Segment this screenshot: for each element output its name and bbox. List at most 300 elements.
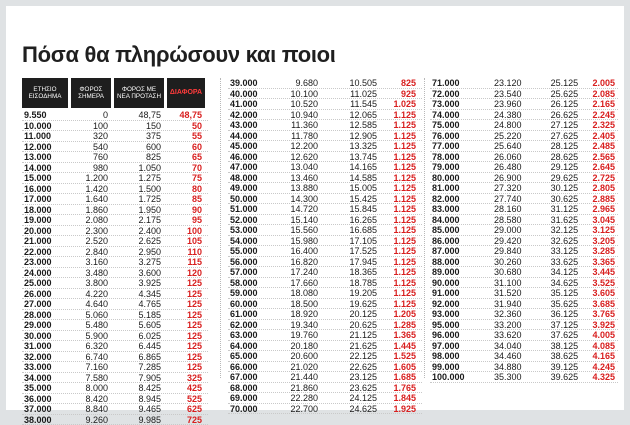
- cell-tax-now: 28.160: [475, 204, 525, 214]
- cell-diff: 3.285: [584, 246, 618, 256]
- cell-tax-now: 35.300: [475, 372, 525, 382]
- cell-income: 34.000: [22, 373, 68, 383]
- cell-tax-new: 32.125: [528, 225, 582, 235]
- table-row: [228, 99, 422, 110]
- cell-diff: 625: [167, 404, 205, 414]
- cell-diff: 50: [167, 121, 205, 131]
- table-row: [22, 383, 208, 394]
- cell-tax-new: 21.625: [324, 341, 380, 351]
- cell-tax-new: 23.125: [324, 372, 380, 382]
- cell-tax-now: 34.460: [475, 351, 525, 361]
- cell-tax-new: 2.950: [114, 247, 164, 257]
- cell-diff: 1.125: [383, 257, 419, 267]
- cell-tax-new: 28.125: [528, 141, 582, 151]
- cell-tax-now: 540: [71, 142, 111, 152]
- cell-tax-now: 24.380: [475, 110, 525, 120]
- cell-income: 60.000: [228, 299, 272, 309]
- cell-income: 61.000: [228, 309, 272, 319]
- cell-tax-now: 21.860: [275, 383, 321, 393]
- cell-tax-now: 31.940: [475, 299, 525, 309]
- cell-diff: 1.125: [383, 141, 419, 151]
- table-row: [430, 320, 618, 331]
- cell-tax-now: 15.980: [275, 236, 321, 246]
- cell-diff: 2.405: [584, 131, 618, 141]
- table-row: [22, 352, 208, 363]
- cell-income: 20.000: [22, 226, 68, 236]
- cell-tax-new: 29.625: [528, 173, 582, 183]
- cell-income: 59.000: [228, 288, 272, 298]
- table-row: [228, 320, 422, 331]
- cell-diff: 925: [383, 89, 419, 99]
- cell-diff: 1.025: [383, 99, 419, 109]
- table-row: [430, 299, 618, 310]
- table-row: [228, 330, 422, 341]
- cell-tax-new: 12.585: [324, 120, 380, 130]
- table-row: [228, 236, 422, 247]
- cell-tax-now: 24.800: [475, 120, 525, 130]
- cell-income: 92.000: [430, 299, 472, 309]
- cell-tax-now: 29.840: [475, 246, 525, 256]
- cell-income: 79.000: [430, 162, 472, 172]
- cell-diff: 2.085: [584, 89, 618, 99]
- cell-diff: 3.605: [584, 288, 618, 298]
- cell-tax-new: 7.905: [114, 373, 164, 383]
- cell-tax-now: 7.580: [71, 373, 111, 383]
- cell-diff: 1.125: [383, 267, 419, 277]
- header-diff: ΔΙΑΦΟΡΑ: [167, 78, 205, 108]
- cell-tax-now: 4.640: [71, 299, 111, 309]
- cell-diff: 1.125: [383, 288, 419, 298]
- cell-diff: 125: [167, 331, 205, 341]
- cell-tax-now: 19.760: [275, 330, 321, 340]
- cell-tax-now: 15.140: [275, 215, 321, 225]
- cell-income: 70.000: [228, 404, 272, 414]
- cell-tax-now: 23.960: [475, 99, 525, 109]
- cell-tax-new: 20.125: [324, 309, 380, 319]
- cell-tax-new: 16.685: [324, 225, 380, 235]
- cell-tax-now: 16.400: [275, 246, 321, 256]
- table-row: [430, 372, 618, 383]
- cell-tax-new: 11.025: [324, 89, 380, 99]
- header-income: [22, 78, 68, 108]
- cell-income: 65.000: [228, 351, 272, 361]
- cell-income: 73.000: [430, 99, 472, 109]
- table-row: [228, 204, 422, 215]
- table-row: [430, 131, 618, 142]
- cell-income: 82.000: [430, 194, 472, 204]
- cell-diff: 2.965: [584, 204, 618, 214]
- table-row: [228, 404, 422, 415]
- column-divider: [220, 78, 222, 378]
- cell-income: 16.000: [22, 184, 68, 194]
- cell-tax-new: 13.745: [324, 152, 380, 162]
- cell-diff: 125: [167, 341, 205, 351]
- cell-diff: 75: [167, 173, 205, 183]
- header-tax-now: [71, 78, 111, 108]
- table-row: [228, 393, 422, 404]
- table-row: [430, 194, 618, 205]
- cell-diff: 1.205: [383, 309, 419, 319]
- cell-tax-new: 3.275: [114, 257, 164, 267]
- cell-diff: 2.885: [584, 194, 618, 204]
- table-row: [228, 194, 422, 205]
- table-row: [22, 310, 208, 321]
- cell-income: 71.000: [430, 78, 472, 88]
- cell-diff: 2.245: [584, 110, 618, 120]
- cell-tax-now: 21.020: [275, 362, 321, 372]
- cell-diff: 70: [167, 163, 205, 173]
- cell-tax-now: 31.100: [475, 278, 525, 288]
- cell-tax-new: 33.125: [528, 246, 582, 256]
- cell-tax-new: 21.125: [324, 330, 380, 340]
- cell-tax-new: 25.625: [528, 89, 582, 99]
- table-row: [22, 215, 208, 226]
- cell-tax-now: 14.720: [275, 204, 321, 214]
- table-row: [430, 173, 618, 184]
- table-row: [22, 299, 208, 310]
- cell-diff: 125: [167, 278, 205, 288]
- cell-tax-new: 38.125: [528, 341, 582, 351]
- cell-tax-now: 25.640: [475, 141, 525, 151]
- cell-tax-now: 3.800: [71, 278, 111, 288]
- cell-tax-now: 26.060: [475, 152, 525, 162]
- cell-tax-new: 1.950: [114, 205, 164, 215]
- header-tax-new-line2: ΝΕΑ ΠΡΟΤΑΣΗ: [117, 93, 161, 101]
- cell-income: 33.000: [22, 362, 68, 372]
- cell-diff: 3.925: [584, 320, 618, 330]
- cell-income: 68.000: [228, 383, 272, 393]
- cell-income: 10.000: [22, 121, 68, 131]
- header-income-line2: ΕΙΣΟΔΗΜΑ: [29, 93, 62, 101]
- cell-income: 18.000: [22, 205, 68, 215]
- table-row: [22, 184, 208, 195]
- cell-tax-now: 26.900: [475, 173, 525, 183]
- cell-tax-new: 26.125: [528, 99, 582, 109]
- cell-diff: 1.125: [383, 278, 419, 288]
- cell-tax-new: 15.005: [324, 183, 380, 193]
- cell-tax-now: 760: [71, 152, 111, 162]
- cell-tax-now: 2.840: [71, 247, 111, 257]
- table-row: [228, 120, 422, 131]
- cell-diff: 80: [167, 184, 205, 194]
- cell-tax-now: 5.060: [71, 310, 111, 320]
- cell-diff: 115: [167, 257, 205, 267]
- cell-income: 62.000: [228, 320, 272, 330]
- cell-diff: 3.525: [584, 278, 618, 288]
- table-row: [228, 299, 422, 310]
- cell-tax-now: 22.700: [275, 404, 321, 414]
- table-row: [228, 162, 422, 173]
- cell-tax-new: 33.625: [528, 257, 582, 267]
- cell-income: 32.000: [22, 352, 68, 362]
- cell-income: 88.000: [430, 257, 472, 267]
- cell-income: 35.000: [22, 383, 68, 393]
- cell-income: 53.000: [228, 225, 272, 235]
- cell-tax-now: 23.540: [475, 89, 525, 99]
- cell-tax-now: 2.520: [71, 236, 111, 246]
- cell-tax-now: 10.100: [275, 89, 321, 99]
- table-row: [430, 110, 618, 121]
- cell-tax-now: 8.420: [71, 394, 111, 404]
- cell-income: 87.000: [430, 246, 472, 256]
- cell-tax-now: 7.160: [71, 362, 111, 372]
- cell-diff: 3.765: [584, 309, 618, 319]
- cell-income: 74.000: [430, 110, 472, 120]
- cell-tax-new: 1.725: [114, 194, 164, 204]
- cell-tax-new: 48,75: [114, 110, 164, 120]
- cell-income: 45.000: [228, 141, 272, 151]
- cell-tax-now: 0: [71, 110, 111, 120]
- cell-tax-now: 2.300: [71, 226, 111, 236]
- cell-diff: 1.685: [383, 372, 419, 382]
- cell-diff: 105: [167, 236, 205, 246]
- cell-tax-new: 3.925: [114, 278, 164, 288]
- cell-tax-now: 18.500: [275, 299, 321, 309]
- cell-tax-now: 10.520: [275, 99, 321, 109]
- cell-tax-new: 5.605: [114, 320, 164, 330]
- cell-tax-new: 6.865: [114, 352, 164, 362]
- table-row: [22, 394, 208, 405]
- header-tax-now-line2: ΣΗΜΕΡΑ: [78, 93, 104, 101]
- cell-tax-new: 36.125: [528, 309, 582, 319]
- cell-tax-new: 38.625: [528, 351, 582, 361]
- cell-diff: 3.365: [584, 257, 618, 267]
- cell-tax-now: 18.920: [275, 309, 321, 319]
- cell-tax-new: 37.625: [528, 330, 582, 340]
- cell-diff: 2.325: [584, 120, 618, 130]
- table-row: [22, 163, 208, 174]
- cell-tax-new: 3.600: [114, 268, 164, 278]
- cell-tax-now: 8.840: [71, 404, 111, 414]
- cell-tax-new: 1.275: [114, 173, 164, 183]
- cell-income: 19.000: [22, 215, 68, 225]
- cell-tax-now: 12.620: [275, 152, 321, 162]
- cell-diff: 525: [167, 394, 205, 404]
- cell-tax-now: 33.620: [475, 330, 525, 340]
- cell-income: 47.000: [228, 162, 272, 172]
- cell-tax-new: 18.785: [324, 278, 380, 288]
- table-row: [22, 247, 208, 258]
- table-rows: [228, 78, 422, 414]
- table-row: [430, 267, 618, 278]
- cell-tax-new: 6.445: [114, 341, 164, 351]
- cell-tax-now: 34.040: [475, 341, 525, 351]
- cell-tax-now: 28.580: [475, 215, 525, 225]
- cell-tax-new: 600: [114, 142, 164, 152]
- cell-tax-new: 27.125: [528, 120, 582, 130]
- cell-income: 15.000: [22, 173, 68, 183]
- cell-income: 93.000: [430, 309, 472, 319]
- cell-diff: 1.925: [383, 404, 419, 414]
- column-divider: [424, 78, 426, 378]
- cell-tax-new: 14.585: [324, 173, 380, 183]
- table-row: [430, 257, 618, 268]
- cell-income: 21.000: [22, 236, 68, 246]
- cell-income: 40.000: [228, 89, 272, 99]
- cell-diff: 2.645: [584, 162, 618, 172]
- cell-tax-now: 21.440: [275, 372, 321, 382]
- cell-tax-new: 2.175: [114, 215, 164, 225]
- cell-income: 41.000: [228, 99, 272, 109]
- cell-tax-now: 13.040: [275, 162, 321, 172]
- cell-tax-now: 9.680: [275, 78, 321, 88]
- header-tax-now-line1: ΦΟΡΟΣ: [80, 86, 103, 94]
- cell-income: 52.000: [228, 215, 272, 225]
- cell-income: 90.000: [430, 278, 472, 288]
- table-row: [228, 78, 422, 89]
- table-row: [228, 215, 422, 226]
- cell-tax-new: 17.525: [324, 246, 380, 256]
- table-row: [430, 278, 618, 289]
- cell-income: 50.000: [228, 194, 272, 204]
- cell-diff: 1.125: [383, 204, 419, 214]
- table-rows: [430, 78, 618, 383]
- cell-diff: 4.245: [584, 362, 618, 372]
- cell-income: 31.000: [22, 341, 68, 351]
- table-row: [22, 362, 208, 373]
- cell-tax-now: 14.300: [275, 194, 321, 204]
- cell-diff: 48,75: [167, 110, 205, 120]
- cell-income: 38.000: [22, 415, 68, 425]
- cell-diff: 125: [167, 352, 205, 362]
- cell-income: 86.000: [430, 236, 472, 246]
- table-row: [430, 120, 618, 131]
- cell-tax-now: 19.340: [275, 320, 321, 330]
- table-row: [22, 320, 208, 331]
- cell-income: 22.000: [22, 247, 68, 257]
- tax-table-a: [22, 78, 208, 425]
- cell-diff: 4.005: [584, 330, 618, 340]
- cell-tax-now: 1.640: [71, 194, 111, 204]
- cell-tax-new: 15.425: [324, 194, 380, 204]
- cell-tax-new: 39.125: [528, 362, 582, 372]
- tax-table-b: [228, 78, 422, 414]
- cell-income: 66.000: [228, 362, 272, 372]
- cell-tax-new: 5.185: [114, 310, 164, 320]
- cell-tax-now: 27.320: [475, 183, 525, 193]
- table-row: [228, 383, 422, 394]
- cell-tax-new: 8.945: [114, 394, 164, 404]
- cell-tax-new: 34.625: [528, 278, 582, 288]
- table-row: [22, 268, 208, 279]
- cell-tax-now: 27.740: [475, 194, 525, 204]
- cell-income: 80.000: [430, 173, 472, 183]
- table-row: [228, 225, 422, 236]
- table-row: [228, 246, 422, 257]
- cell-income: 37.000: [22, 404, 68, 414]
- cell-tax-new: 150: [114, 121, 164, 131]
- cell-tax-new: 35.125: [528, 288, 582, 298]
- cell-tax-new: 19.205: [324, 288, 380, 298]
- cell-tax-new: 10.505: [324, 78, 380, 88]
- cell-income: 49.000: [228, 183, 272, 193]
- table-row: [228, 341, 422, 352]
- cell-tax-new: 13.325: [324, 141, 380, 151]
- cell-diff: 1.125: [383, 236, 419, 246]
- cell-tax-new: 31.625: [528, 215, 582, 225]
- cell-tax-now: 9.260: [71, 415, 111, 425]
- cell-income: 75.000: [430, 120, 472, 130]
- cell-income: 58.000: [228, 278, 272, 288]
- table-row: [22, 142, 208, 153]
- cell-diff: 1.125: [383, 215, 419, 225]
- cell-diff: 1.125: [383, 183, 419, 193]
- cell-tax-new: 35.625: [528, 299, 582, 309]
- cell-diff: 120: [167, 268, 205, 278]
- cell-diff: 3.205: [584, 236, 618, 246]
- cell-diff: 1.845: [383, 393, 419, 403]
- cell-tax-now: 6.320: [71, 341, 111, 351]
- cell-income: 81.000: [430, 183, 472, 193]
- cell-tax-now: 30.680: [475, 267, 525, 277]
- cell-diff: 125: [167, 299, 205, 309]
- cell-income: 89.000: [430, 267, 472, 277]
- cell-tax-now: 23.120: [475, 78, 525, 88]
- cell-tax-new: 24.625: [324, 404, 380, 414]
- cell-diff: 3.125: [584, 225, 618, 235]
- table-row: [430, 351, 618, 362]
- cell-diff: 100: [167, 226, 205, 236]
- table-row: [228, 309, 422, 320]
- cell-income: 99.000: [430, 362, 472, 372]
- cell-diff: 1.125: [383, 194, 419, 204]
- cell-tax-now: 2.080: [71, 215, 111, 225]
- cell-tax-new: 825: [114, 152, 164, 162]
- cell-tax-now: 5.480: [71, 320, 111, 330]
- cell-tax-new: 39.625: [528, 372, 582, 382]
- cell-diff: 2.005: [584, 78, 618, 88]
- cell-tax-now: 17.660: [275, 278, 321, 288]
- header-tax-new-line1: ΦΟΡΟΣ ΜΕ: [122, 86, 156, 94]
- cell-tax-new: 4.345: [114, 289, 164, 299]
- cell-diff: 2.485: [584, 141, 618, 151]
- cell-income: 17.000: [22, 194, 68, 204]
- cell-tax-new: 23.625: [324, 383, 380, 393]
- cell-diff: 60: [167, 142, 205, 152]
- table-row: [22, 373, 208, 384]
- cell-diff: 1.525: [383, 351, 419, 361]
- cell-income: 12.000: [22, 142, 68, 152]
- cell-tax-new: 37.125: [528, 320, 582, 330]
- table-row: [228, 141, 422, 152]
- cell-diff: 1.125: [383, 162, 419, 172]
- cell-income: 67.000: [228, 372, 272, 382]
- table-row: [228, 131, 422, 142]
- table-row: [430, 362, 618, 373]
- cell-tax-now: 1.420: [71, 184, 111, 194]
- cell-diff: 4.165: [584, 351, 618, 361]
- cell-tax-new: 9.465: [114, 404, 164, 414]
- header-income-line1: ΕΤΗΣΙΟ: [33, 86, 56, 94]
- cell-tax-new: 19.625: [324, 299, 380, 309]
- cell-income: 98.000: [430, 351, 472, 361]
- cell-tax-new: 375: [114, 131, 164, 141]
- cell-income: 36.000: [22, 394, 68, 404]
- table-row: [430, 309, 618, 320]
- cell-tax-now: 29.000: [475, 225, 525, 235]
- cell-diff: 4.085: [584, 341, 618, 351]
- cell-tax-now: 3.160: [71, 257, 111, 267]
- table-row: [430, 78, 618, 89]
- cell-income: 56.000: [228, 257, 272, 267]
- cell-diff: 55: [167, 131, 205, 141]
- cell-diff: 2.725: [584, 173, 618, 183]
- cell-tax-now: 1.860: [71, 205, 111, 215]
- cell-tax-now: 16.820: [275, 257, 321, 267]
- cell-tax-now: 6.740: [71, 352, 111, 362]
- cell-tax-new: 4.765: [114, 299, 164, 309]
- cell-income: 85.000: [430, 225, 472, 235]
